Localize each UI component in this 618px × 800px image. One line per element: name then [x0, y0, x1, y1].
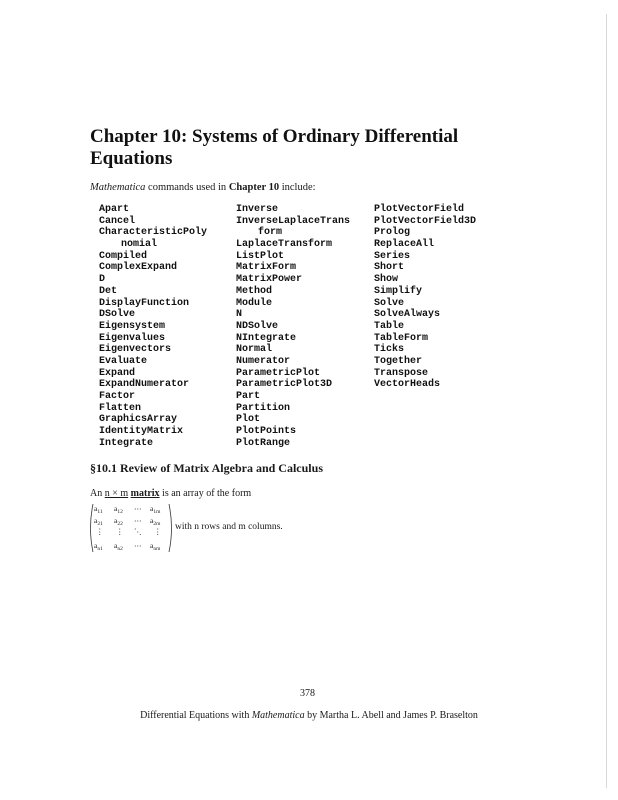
command-item: NIntegrate	[236, 332, 297, 344]
command-item: Short	[374, 262, 405, 274]
command-item: InverseLaplaceTrans	[236, 215, 351, 227]
matrix-cell-a21: $a_{21}$	[94, 516, 103, 527]
command-item: VectorHeads	[374, 379, 441, 391]
command-item: PlotPoints	[236, 426, 297, 438]
command-item: form	[258, 227, 283, 239]
command-item: Flatten	[99, 402, 142, 414]
footer-text-after: by Martha L. Abell and James P. Braselton	[304, 710, 478, 721]
footer-app-name: Mathematica	[251, 710, 305, 721]
command-item: PlotVectorField	[374, 204, 465, 215]
command-item: ListPlot	[236, 250, 285, 262]
matrix-term: matrix	[130, 488, 160, 499]
command-list-column-1	[99, 204, 207, 449]
command-item: Transpose	[374, 367, 429, 379]
page-edge-line	[606, 14, 607, 788]
matrix-cell-an2: $a_{n2}$	[114, 541, 123, 552]
command-item: D	[99, 274, 106, 286]
matrix-def-text-before: An	[90, 488, 105, 499]
command-list-column-3	[374, 204, 476, 391]
command-item: Simplify	[374, 285, 423, 297]
command-item: Series	[374, 250, 411, 262]
command-item: Det	[99, 285, 118, 297]
matrix-def-text-after: is an array of the form	[159, 488, 252, 499]
command-item: N	[236, 309, 243, 321]
page-number: 378	[300, 688, 315, 699]
command-item: Inverse	[236, 204, 279, 215]
matrix-vdots-1: ⋮	[96, 527, 104, 536]
matrix-cell-a1m: $a_{1m}$	[150, 504, 161, 515]
command-item: Method	[236, 285, 273, 297]
section-heading: §10.1 Review of Matrix Algebra and Calculus	[90, 461, 323, 475]
command-item: Partition	[236, 402, 291, 414]
command-item: Eigenvectors	[99, 344, 172, 356]
command-item: Eigensystem	[99, 320, 166, 332]
matrix-display	[88, 503, 174, 553]
command-item: IdentityMatrix	[99, 426, 184, 438]
command-item: nomial	[121, 239, 158, 251]
matrix-cell-a2m: $a_{2m}$	[150, 516, 161, 527]
matrix-cell-dots-1: ⋯	[134, 504, 142, 513]
matrix-cell-dots-4: ⋯	[134, 541, 142, 550]
command-item: LaplaceTransform	[236, 239, 333, 251]
command-item: Expand	[99, 367, 136, 379]
command-item: NDSolve	[236, 320, 279, 332]
command-item: Ticks	[374, 344, 405, 356]
command-item: Compiled	[99, 250, 148, 262]
chapter-reference: Chapter 10	[228, 182, 280, 193]
matrix-definition	[90, 488, 251, 500]
command-item: Evaluate	[99, 355, 148, 367]
command-item: ParametricPlot3D	[236, 379, 333, 391]
command-item: CharacteristicPoly	[99, 227, 208, 239]
matrix-cell-an1: $a_{n1}$	[94, 541, 103, 552]
command-item: Module	[236, 297, 273, 309]
command-item: Factor	[99, 391, 136, 402]
command-item: SolveAlways	[374, 309, 441, 321]
footer-text-before: Differential Equations with	[140, 710, 252, 721]
command-item: Part	[236, 391, 261, 402]
intro-text-after: include:	[279, 182, 316, 193]
matrix-cell-a22: $a_{22}$	[114, 516, 123, 527]
matrix-cell-a11: $a_{11}$	[94, 504, 103, 515]
matrix-vdots-2: ⋮	[116, 527, 124, 536]
command-item: PlotVectorField3D	[374, 215, 477, 227]
matrix-cell-a12: $a_{12}$	[114, 504, 123, 515]
command-item: Table	[374, 320, 405, 332]
page-footer	[0, 710, 618, 722]
command-item: DisplayFunction	[99, 297, 190, 309]
matrix-cell-dots-2: ⋯	[134, 516, 142, 525]
matrix-caption: with n rows and m columns.	[175, 522, 283, 532]
command-item: ExpandNumerator	[99, 379, 190, 391]
command-item: Solve	[374, 297, 405, 309]
command-item: Together	[374, 355, 423, 367]
command-item: Numerator	[236, 355, 291, 367]
chapter-title: Chapter 10: Systems of Ordinary Differential Equations	[90, 126, 459, 169]
command-item: ComplexExpand	[99, 262, 178, 274]
command-item: Apart	[99, 204, 130, 215]
command-item: DSolve	[99, 309, 136, 321]
command-item: MatrixPower	[236, 274, 303, 286]
command-item: Eigenvalues	[99, 332, 166, 344]
command-item: ParametricPlot	[236, 367, 321, 379]
command-item: Show	[374, 274, 399, 286]
intro-text-before: commands used in	[145, 182, 229, 193]
command-item: Prolog	[374, 227, 411, 239]
matrix-vdots-3: ⋮	[154, 527, 162, 536]
intro-paragraph	[90, 181, 316, 194]
app-name: Mathematica	[90, 182, 146, 193]
command-item: Plot	[236, 414, 261, 426]
matrix-cell-anm: $a_{nm}$	[150, 541, 161, 552]
command-item: TableForm	[374, 332, 429, 344]
command-item: PlotRange	[236, 437, 291, 449]
command-item: MatrixForm	[236, 262, 297, 274]
command-item: Integrate	[99, 437, 154, 449]
command-list-column-2	[236, 204, 350, 449]
matrix-ddots: ⋱	[134, 527, 142, 536]
command-item: GraphicsArray	[99, 414, 178, 426]
command-item: Normal	[236, 344, 273, 356]
matrix-dimensions: n × m	[104, 488, 129, 499]
command-item: ReplaceAll	[374, 239, 435, 251]
command-item: Cancel	[99, 215, 136, 227]
